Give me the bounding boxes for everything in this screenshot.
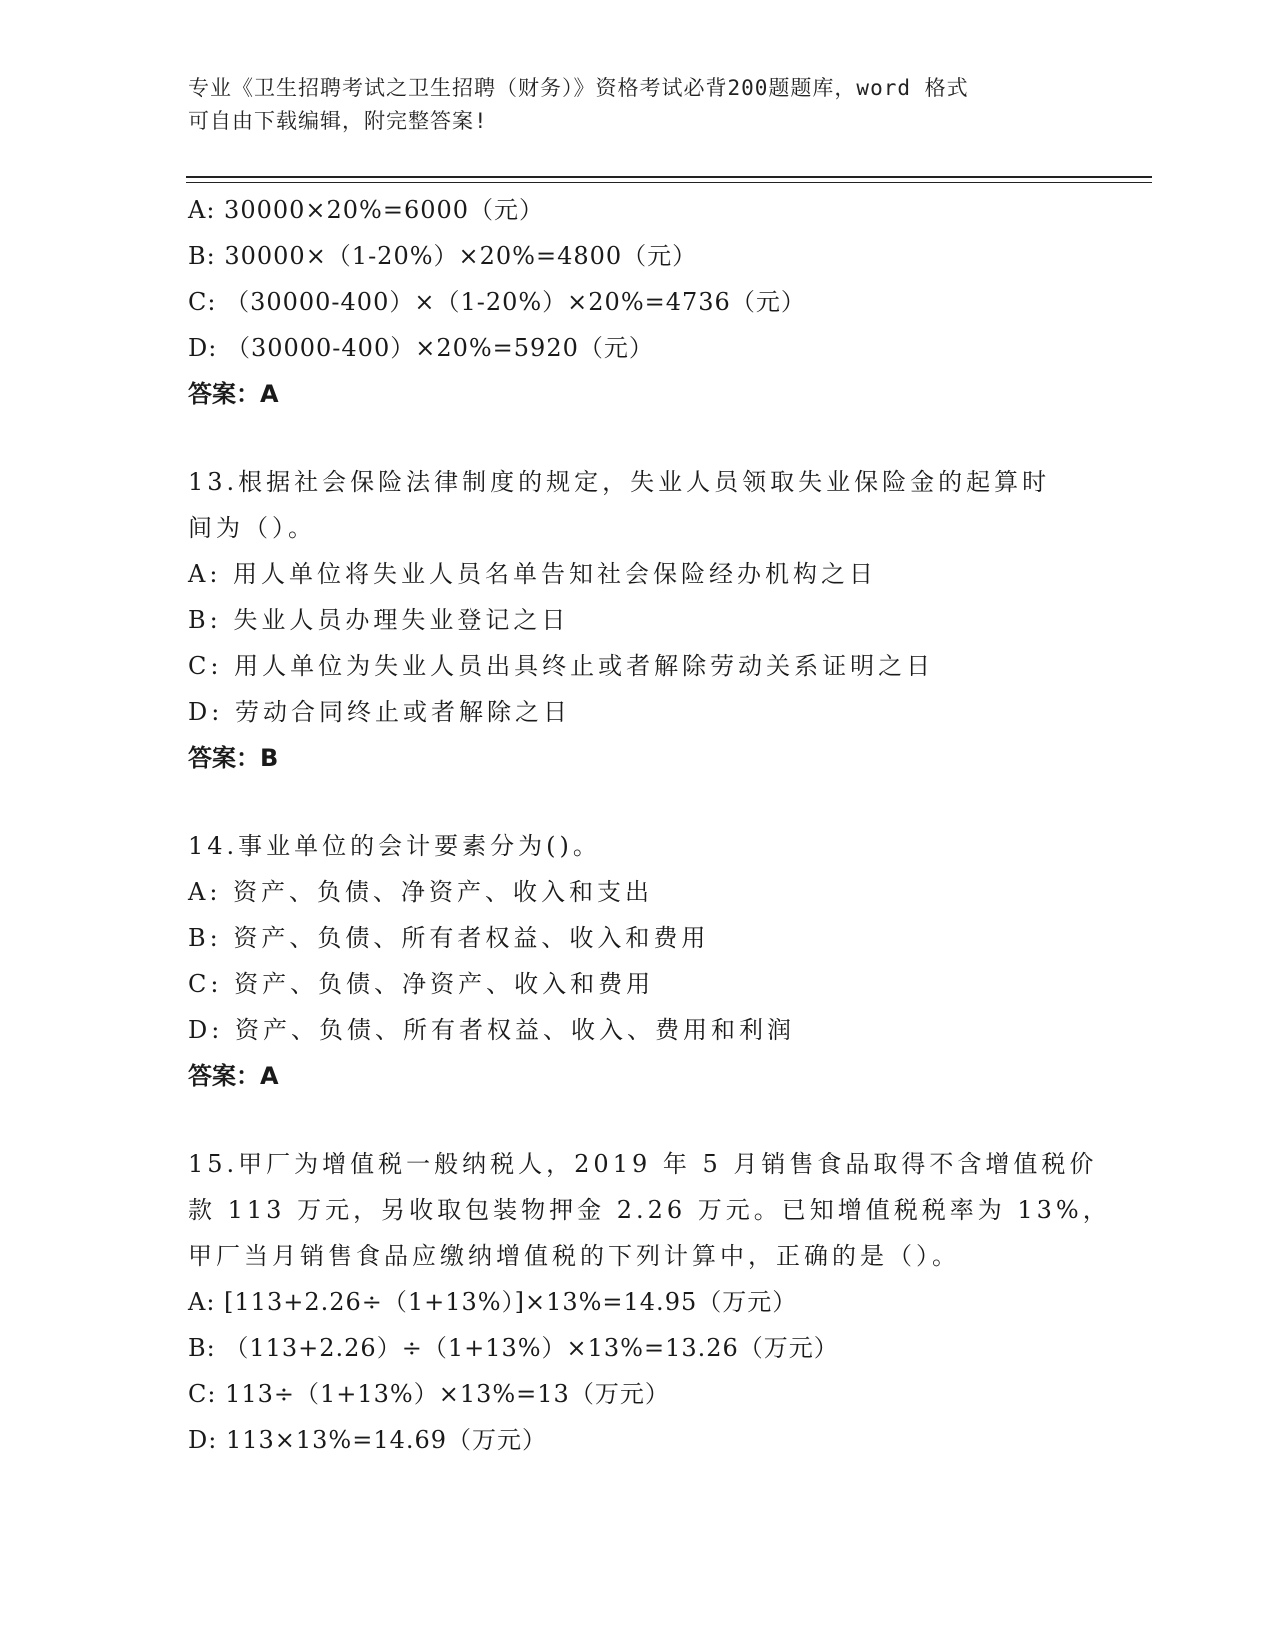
header-rule-thick xyxy=(186,176,1152,178)
question-stem-line-1: 13.根据社会保险法律制度的规定，失业人员领取失业保险金的起算时 xyxy=(188,468,1051,496)
header-rule-thin xyxy=(186,182,1152,183)
option-b: B: 30000×（1-20%）×20%=4800（元） xyxy=(188,242,698,270)
header-line-1: 专业《卫生招聘考试之卫生招聘（财务）》资格考试必背200题题库，word 格式 xyxy=(188,76,969,100)
question-stem-line-1: 14.事业单位的会计要素分为()。 xyxy=(188,832,601,860)
spacer xyxy=(188,417,1148,459)
document-header xyxy=(188,72,1088,138)
question-13 xyxy=(188,459,1148,781)
option-d: D: 资产、负债、所有者权益、收入、费用和利润 xyxy=(188,1016,795,1044)
answer: 答案：B xyxy=(188,744,279,772)
question-stem-line-2: 款 113 万元，另收取包装物押金 2.26 万元。已知增值税税率为 13%， xyxy=(188,1196,1111,1224)
question-stem-line-3: 甲厂当月销售食品应缴纳增值税的下列计算中，正确的是（）。 xyxy=(188,1242,960,1270)
question-15 xyxy=(188,1141,1148,1463)
spacer xyxy=(188,781,1148,823)
option-b: B: 资产、负债、所有者权益、收入和费用 xyxy=(188,924,710,952)
question-list xyxy=(188,187,1148,1463)
option-c: C: 113÷（1+13%）×13%=13（万元） xyxy=(188,1380,670,1408)
option-d: D: 劳动合同终止或者解除之日 xyxy=(188,698,571,726)
option-b: B: 失业人员办理失业登记之日 xyxy=(188,606,570,634)
option-a: A: [113+2.26÷（1+13%）]×13%=14.95（万元） xyxy=(188,1288,798,1316)
option-a: A: 资产、负债、净资产、收入和支出 xyxy=(188,878,654,906)
question-12 xyxy=(188,187,1148,417)
answer: 答案：A xyxy=(188,1062,279,1090)
question-14 xyxy=(188,823,1148,1099)
option-c: C: 资产、负债、净资产、收入和费用 xyxy=(188,970,655,998)
option-b: B: （113+2.26）÷（1+13%）×13%=13.26（万元） xyxy=(188,1334,839,1362)
option-d: D: 113×13%=14.69（万元） xyxy=(188,1426,548,1454)
answer: 答案：A xyxy=(188,380,279,408)
option-c: C: （30000-400）×（1-20%）×20%=4736（元） xyxy=(188,288,806,316)
spacer xyxy=(188,1099,1148,1141)
question-stem-line-2: 间为（）。 xyxy=(188,514,316,542)
header-line-2: 可自由下载编辑，附完整答案! xyxy=(188,109,488,133)
option-d: D: （30000-400）×20%=5920（元） xyxy=(188,334,654,362)
option-a: A: 用人单位将失业人员名单告知社会保险经办机构之日 xyxy=(188,560,878,588)
option-c: C: 用人单位为失业人员出具终止或者解除劳动关系证明之日 xyxy=(188,652,935,680)
question-stem-line-1: 15.甲厂为增值税一般纳税人，2019 年 5 月销售食品取得不含增值税价 xyxy=(188,1150,1098,1178)
option-a: A: 30000×20%=6000（元） xyxy=(188,196,545,224)
